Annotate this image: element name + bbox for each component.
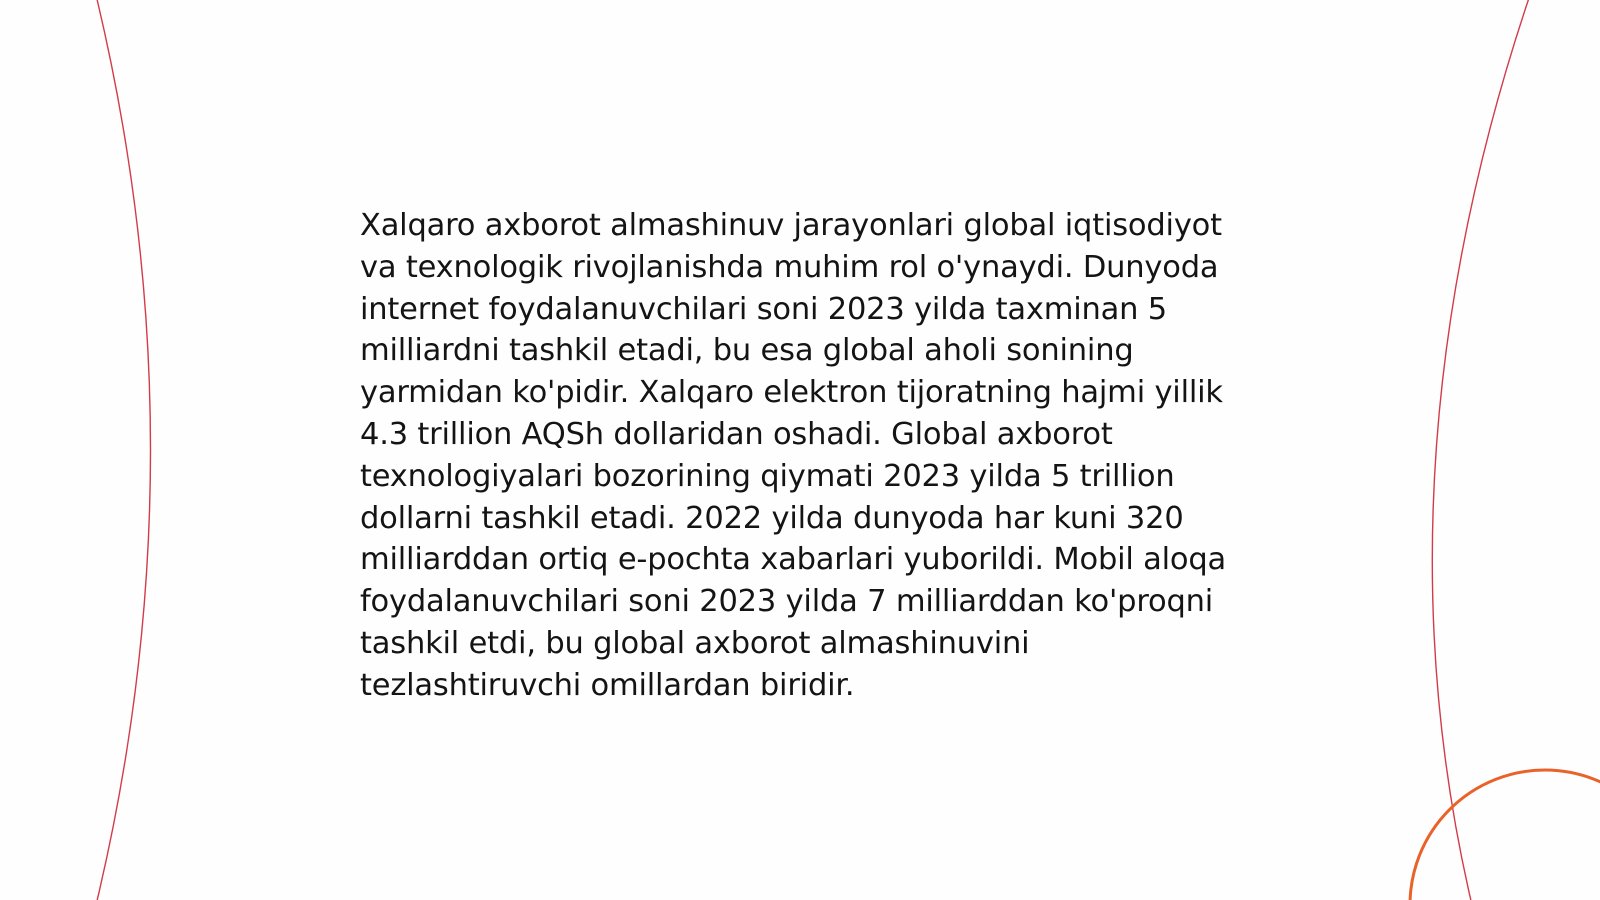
accent-arc bbox=[1410, 770, 1600, 900]
left-curve-line bbox=[96, 0, 151, 900]
body-paragraph: Xalqaro axborot almashinuv jarayonlari global iqtisodiyot va texnologik rivojlanishda muhim rol o'ynaydi. Dunyoda internet foydalanuvchilari soni 2023 yilda taxminan 5 milliardni tashkil etadi, bu esa global aholi sonining yarmidan ko'pidir. Xalqaro elektron tijoratning hajmi yillik 4.3 trillion AQSh dollaridan oshadi. Global axborot texnologiyalari bozorining qiymati 2023 yilda 5 trillion dollarni tashkil etadi. 2022 yilda dunyoda har kuni 320 milliarddan ortiq e-pochta xabarlari yuborildi. Mobil aloqa foydalanuvchilari soni 2023 yilda 7 milliarddan ko'proqni tashkil etdi, bu global axborot almashinuvini tezlashtiruvchi omillardan biridir. bbox=[360, 208, 1227, 703]
right-curve-line bbox=[1432, 0, 1530, 900]
